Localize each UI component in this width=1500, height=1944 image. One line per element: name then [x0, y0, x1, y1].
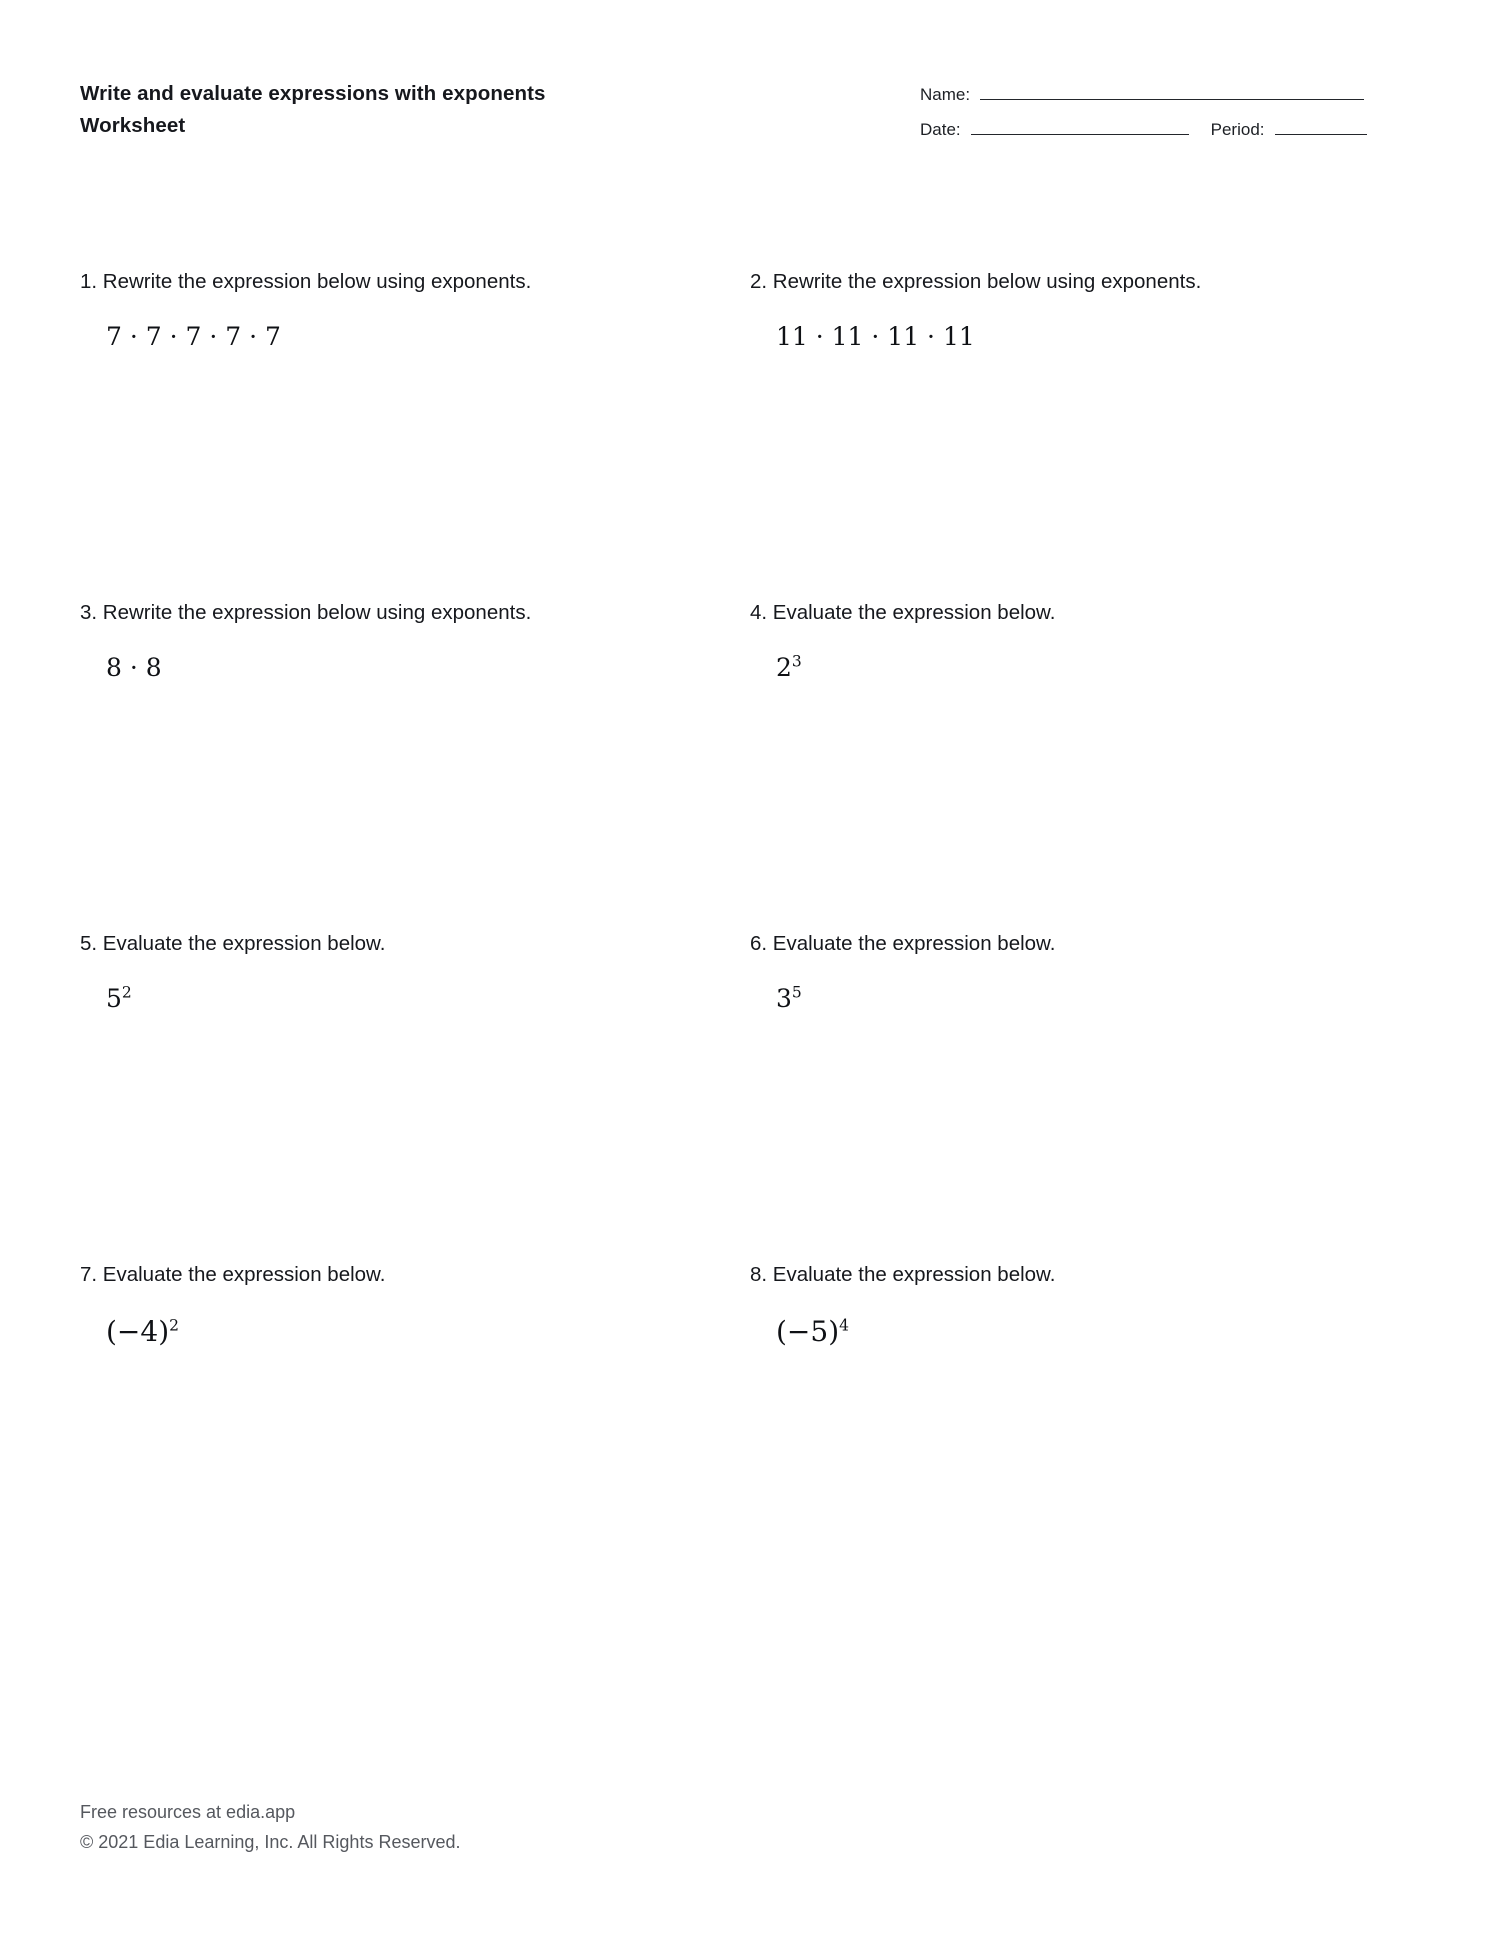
- problem-prompt: 8. Evaluate the expression below.: [750, 1263, 1056, 1286]
- expression-exponent: 2: [121, 983, 132, 1002]
- period-input[interactable]: [1275, 133, 1367, 135]
- problem-expression: [776, 1315, 1390, 1349]
- expression-exponent: 5: [791, 983, 802, 1002]
- name-label: Name:: [920, 85, 971, 104]
- problem-prompt: 1. Rewrite the expression below using exponents.: [80, 270, 532, 293]
- date-input[interactable]: [971, 133, 1189, 135]
- expression-base: (−4): [106, 1314, 170, 1348]
- problem-4: [750, 599, 1420, 930]
- problem-prompt: 4. Evaluate the expression below.: [750, 601, 1056, 624]
- problem-expression: 11 · 11 · 11 · 11: [776, 321, 975, 351]
- problem-prompt: 5. Evaluate the expression below.: [80, 932, 386, 955]
- worksheet-footer: [80, 1797, 460, 1858]
- expression-base: 2: [776, 652, 792, 682]
- worksheet-header: [80, 78, 1420, 142]
- problem-prompt: 6. Evaluate the expression below.: [750, 932, 1056, 955]
- problem-3: [80, 599, 750, 930]
- date-label: Date:: [920, 120, 961, 139]
- page-title: [80, 78, 700, 142]
- problem-7: [80, 1261, 750, 1592]
- problem-row: [80, 1261, 1420, 1592]
- problem-1: [80, 268, 750, 599]
- period-label: Period:: [1210, 120, 1265, 139]
- problem-expression: 7 · 7 · 7 · 7 · 7: [106, 321, 281, 351]
- problem-row: [80, 268, 1420, 599]
- problems-grid: [80, 268, 1420, 1592]
- footer-copyright-text: © 2021 Edia Learning, Inc. All Rights Reserved.: [80, 1832, 461, 1853]
- expression-exponent: 3: [791, 652, 802, 671]
- expression-base: 3: [776, 983, 792, 1013]
- problem-expression: [106, 1315, 720, 1349]
- problem-row: [80, 599, 1420, 930]
- problem-prompt: 7. Evaluate the expression below.: [80, 1263, 386, 1286]
- expression-base: 5: [106, 983, 122, 1013]
- problem-5: [80, 930, 750, 1261]
- name-row: [920, 86, 1420, 103]
- problem-6: [750, 930, 1420, 1261]
- problem-expression: 8 · 8: [106, 652, 162, 682]
- problem-expression: [776, 984, 1390, 1014]
- problem-prompt: 2. Rewrite the expression below using exponents.: [750, 270, 1202, 293]
- problem-prompt: 3. Rewrite the expression below using exponents.: [80, 601, 532, 624]
- page-title-line-1: Write and evaluate expressions with exponents: [80, 82, 546, 105]
- date-period-row: [920, 121, 1420, 138]
- problem-expression: [776, 653, 1390, 683]
- expression-exponent: 2: [169, 1316, 179, 1335]
- problem-8: [750, 1261, 1420, 1592]
- problem-row: [80, 930, 1420, 1261]
- problem-2: [750, 268, 1420, 599]
- student-info-block: [920, 78, 1420, 138]
- name-input[interactable]: [980, 98, 1364, 100]
- problem-expression: [106, 984, 720, 1014]
- expression-base: (−5): [776, 1314, 840, 1348]
- expression-exponent: 4: [839, 1316, 849, 1335]
- footer-resources-text: Free resources at edia.app: [80, 1801, 296, 1822]
- page-title-line-2: Worksheet: [80, 113, 186, 137]
